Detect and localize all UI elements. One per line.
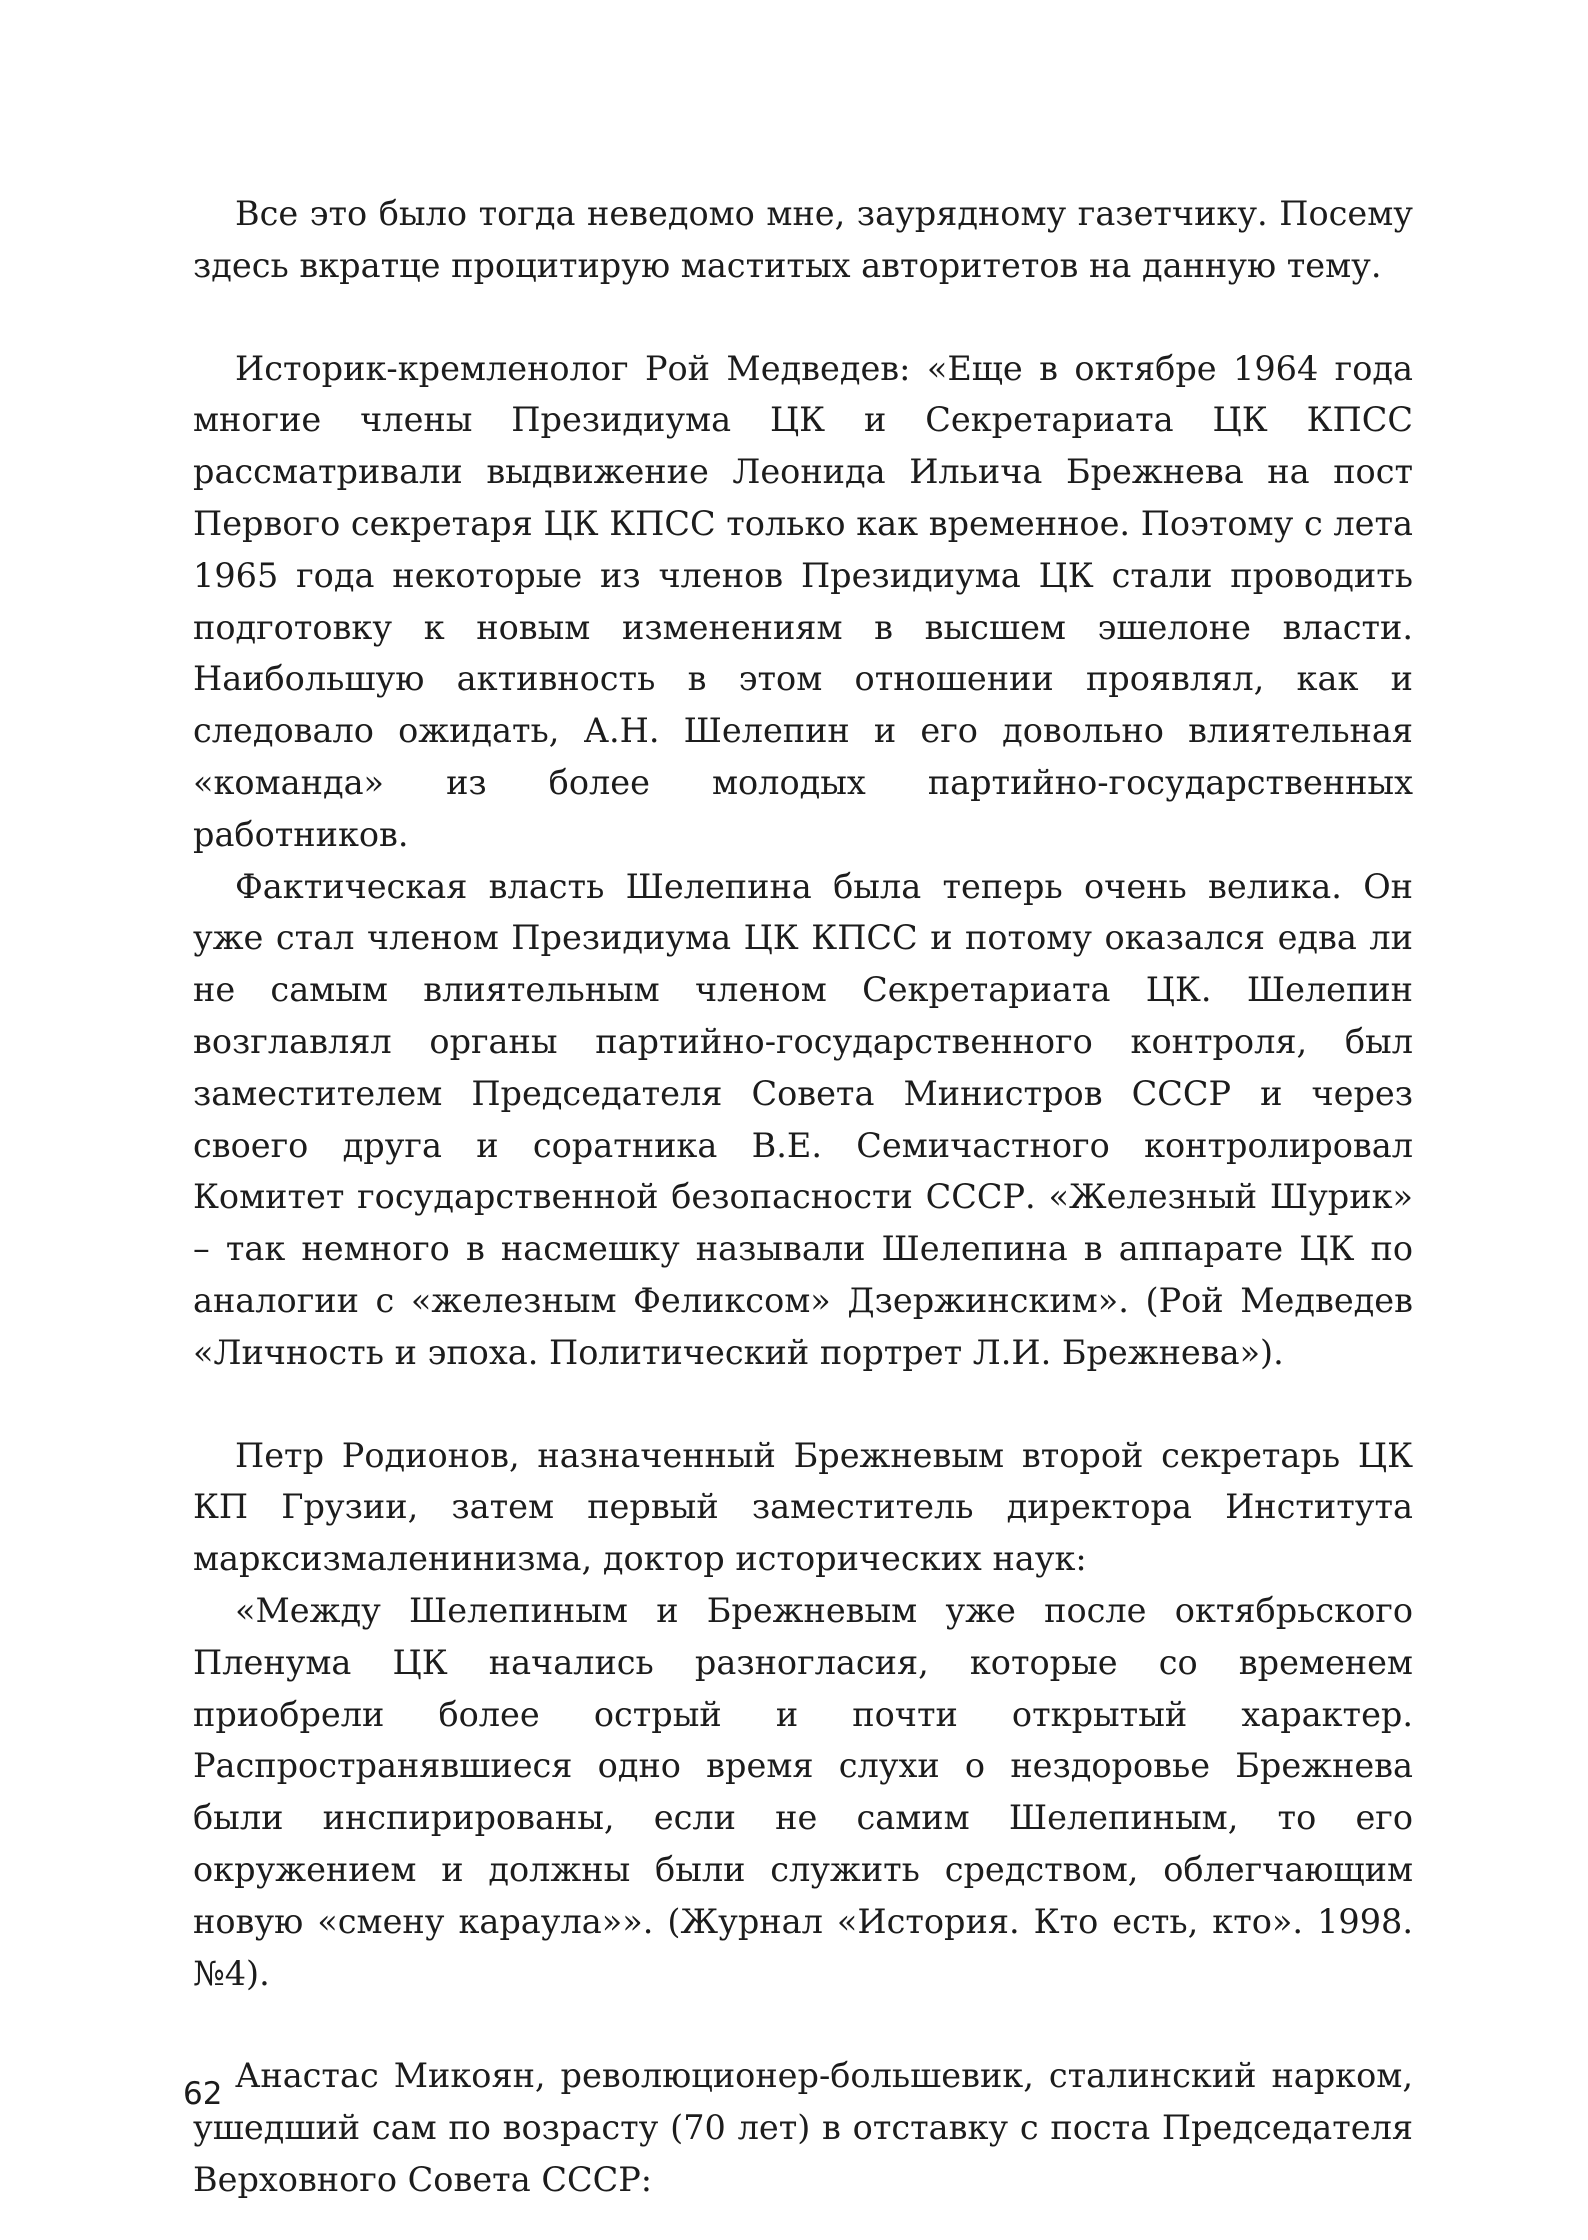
paragraph-rodionov-quote: «Между Шелепиным и Брежневым уже после октябрьского Пленума ЦК начались разногласия, которые со временем приобрели более острый и почти открытый характер. Распространявшиеся одно время слухи о нездоровье Брежнева были инспирированы, если не самим Шелепиным, то его окружением и должны были служить средством, облегчающим новую «смену караула»». (Журнал «История. Кто есть, кто». 1998. №4). [193, 1590, 1413, 1993]
paragraph-medvedev-quote: Историк-кремленолог Рой Медведев: «Еще в октябре 1964 года многие члены Президиума ЦК и Секретариата ЦК КПСС рассматривали выдвижение Леонида Ильича Брежнева на пост Первого секретаря ЦК КПСС только как временное. Поэтому с лета 1965 года некоторые из членов Президиума ЦК стали проводить подготовку к новым изменениям в высшем эшелоне власти. Наибольшую активность в этом отношении проявлял, как и следовало ожидать, А.Н. Шелепин и его довольно влиятельная «команда» из более молодых партийно-государственных работников. [193, 348, 1413, 854]
page-body-text [193, 188, 1413, 2206]
paragraph-intro: Все это было тогда неведомо мне, заурядному газетчику. Посему здесь вкратце процитирую маститых авторитетов на данную тему. [193, 194, 1413, 285]
page-number: 62 [183, 2076, 223, 2112]
paragraph-mikoyan-intro: Анастас Микоян, революционер-большевик, сталинский нарком, ушедший сам по возрасту (70 лет) в отставку с поста Председателя Верховного Совета СССР: [193, 2056, 1413, 2199]
paragraph-rodionov-intro: Петр Родионов, назначенный Брежневым второй секретарь ЦК КП Грузии, затем первый заместитель директора Института марксизмаленинизма, доктор исторических наук: [193, 1435, 1413, 1579]
paragraph-shelepin-power: Фактическая власть Шелепина была теперь очень велика. Он уже стал членом Президиума ЦК КПСС и потому оказался едва ли не самым влиятельным членом Секретариата ЦК. Шелепин возглавлял органы партийно-государственного контроля, был заместителем Председателя Совета Министров СССР и через своего друга и соратника В.Е. Семичастного контролировал Комитет государственной безопасности СССР. «Железный Шурик» – так немного в насмешку называли Шелепина в аппарате ЦК по аналогии с «железным Феликсом» Дзержинским». (Рой Медведев «Личность и эпоха. Политический портрет Л.И. Брежнева»). [193, 866, 1413, 1372]
